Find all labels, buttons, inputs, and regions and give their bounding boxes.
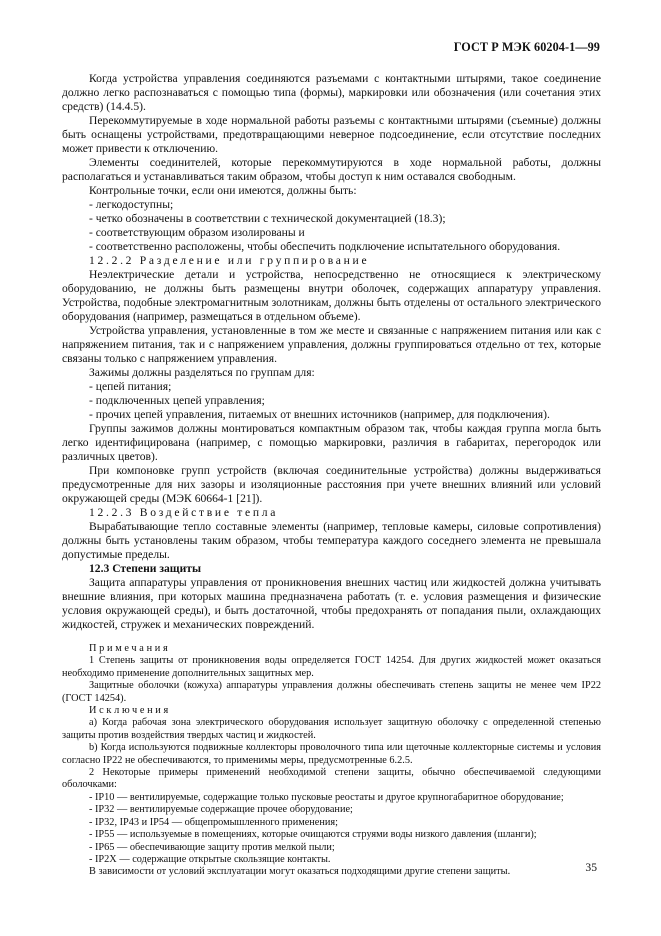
list-item: - IP10 — вентилируемые, содержащие только пусковые реостаты и другое крупногабаритное оборудование;: [89, 791, 564, 803]
list-item: - соответствующим образом изолированы и: [89, 226, 305, 239]
paragraph: Устройства управления, установленные в том же месте и связанные с напряжением питания или как с напряжением питания, так и с напряжением управления, должны группироваться отдельно от тех, которые связаны только с напряжением управления.: [62, 324, 601, 365]
exceptions-title: Исключения: [89, 705, 171, 717]
section-heading: 12.2.2 Разделение или группирование: [89, 254, 370, 267]
note: Защитные оболочки (кожуха) аппаратуры управления должны обеспечивать степень защиты не менее чем IP22 (ГОСТ 14254).: [62, 680, 601, 704]
paragraph: Перекоммутируемые в ходе нормальной работы разъемы с контактными штырями (съемные) должны быть оснащены устройствами, предотвращающими неверное подсоединение, если отсутствие последних может привести к отключению.: [62, 114, 601, 155]
list-item: - подключенных цепей управления;: [89, 394, 265, 407]
note: а) Когда рабочая зона электрического оборудования использует защитную оболочку с определенной степенью защиты против воздействия твердых частиц и жидкостей.: [62, 717, 601, 741]
paragraph: Защита аппаратуры управления от проникновения внешних частиц или жидкостей должна учитывать внешние влияния, при которых машина предназначена работать (т. е. условия размещения и физические условия окружающей среды), и быть достаточной, чтобы предохранять от попадания пыли, охлаждающих жидкостей, стружек и механических повреждений.: [62, 576, 601, 631]
main-text: [62, 72, 601, 879]
note: В зависимости от условий эксплуатации могут оказаться подходящими другие степени защиты.: [89, 866, 511, 878]
list-item: - легкодоступны;: [89, 198, 174, 211]
document-header: ГОСТ Р МЭК 60204-1—99: [453, 40, 600, 54]
list-item: - соответственно расположены, чтобы обеспечить подключение испытательного оборудования.: [89, 240, 561, 253]
list-item: - четко обозначены в соответствии с технической документацией (18.3);: [89, 212, 446, 225]
section-heading: 12.2.3 Воздействие тепла: [89, 506, 279, 519]
paragraph: Элементы соединителей, которые перекоммутируются в ходе нормальной работы, должны располагаться и устанавливаться таким образом, чтобы доступ к ним оставался свободным.: [62, 156, 601, 183]
list-item: - IP32, IP43 и IP54 — общепромышленного применения;: [89, 816, 338, 828]
list-item: - IP2X — содержащие открытые скользящие контакты.: [89, 853, 331, 865]
paragraph: Зажимы должны разделяться по группам для:: [89, 366, 315, 379]
paragraph: Неэлектрические детали и устройства, непосредственно не относящиеся к электрическому оборудованию, не должны быть размещены внутри оболочек, содержащих аппаратуру управления. Устройства, подобные электромагнитным золотникам, должны быть отделены от остального электрического оборудования (например, размещаться в отдельном объеме).: [62, 268, 601, 323]
list-item: - IP32 — вентилируемые содержащие прочее оборудование;: [89, 804, 353, 816]
notes-block: [62, 643, 601, 879]
note: 1 Степень защиты от проникновения воды определяется ГОСТ 14254. Для других жидкостей может оказаться необходимо применение дополнительных защитных мер.: [62, 655, 601, 679]
paragraph: Когда устройства управления соединяются разъемами с контактными штырями, такое соединение должно легко распознаваться с помощью типа (формы), маркировки или обозначения (или сочетания этих средств) (14.4.5).: [62, 72, 601, 113]
paragraph: Контрольные точки, если они имеются, должны быть:: [89, 184, 357, 197]
note: b) Когда используются подвижные коллекторы проволочного типа или щеточные коллекторные системы и условия согласно IP22 не обеспечиваются, то применимы меры, предусмотренные 6.2.5.: [62, 742, 601, 766]
list-item: - цепей питания;: [89, 380, 172, 393]
page-number: 35: [585, 861, 597, 874]
list-item: - IP55 — используемые в помещениях, которые очищаются струями воды низкого давления (шланги);: [89, 829, 537, 841]
note: 2 Некоторые примеры применений необходимой степени защиты, обычно обеспечиваемой следующими оболочками:: [62, 767, 601, 791]
paragraph: Группы зажимов должны монтироваться компактным образом так, чтобы каждая группа могла быть легко идентифицирована (например, с помощью маркировки, различия в габаритах, перегородок или различных цветов).: [62, 422, 601, 463]
paragraph: При компоновке групп устройств (включая соединительные устройства) должны выдерживаться предусмотренные для них зазоры и изоляционные расстояния при учете внешних влияний или условий окружающей среды (МЭК 60664-1 [21]).: [62, 464, 601, 505]
paragraph: Вырабатывающие тепло составные элементы (например, тепловые камеры, силовые сопротивления) должны быть установлены таким образом, чтобы температура каждого соседнего элемента не превышала допустимые пределы.: [62, 520, 601, 561]
list-item: - IP65 — обеспечивающие защиту против мелкой пыли;: [89, 841, 335, 853]
section-heading: 12.3 Степени защиты: [89, 562, 202, 575]
notes-title: Примечания: [89, 643, 171, 654]
list-item: - прочих цепей управления, питаемых от внешних источников (например, для подключения).: [89, 408, 550, 421]
